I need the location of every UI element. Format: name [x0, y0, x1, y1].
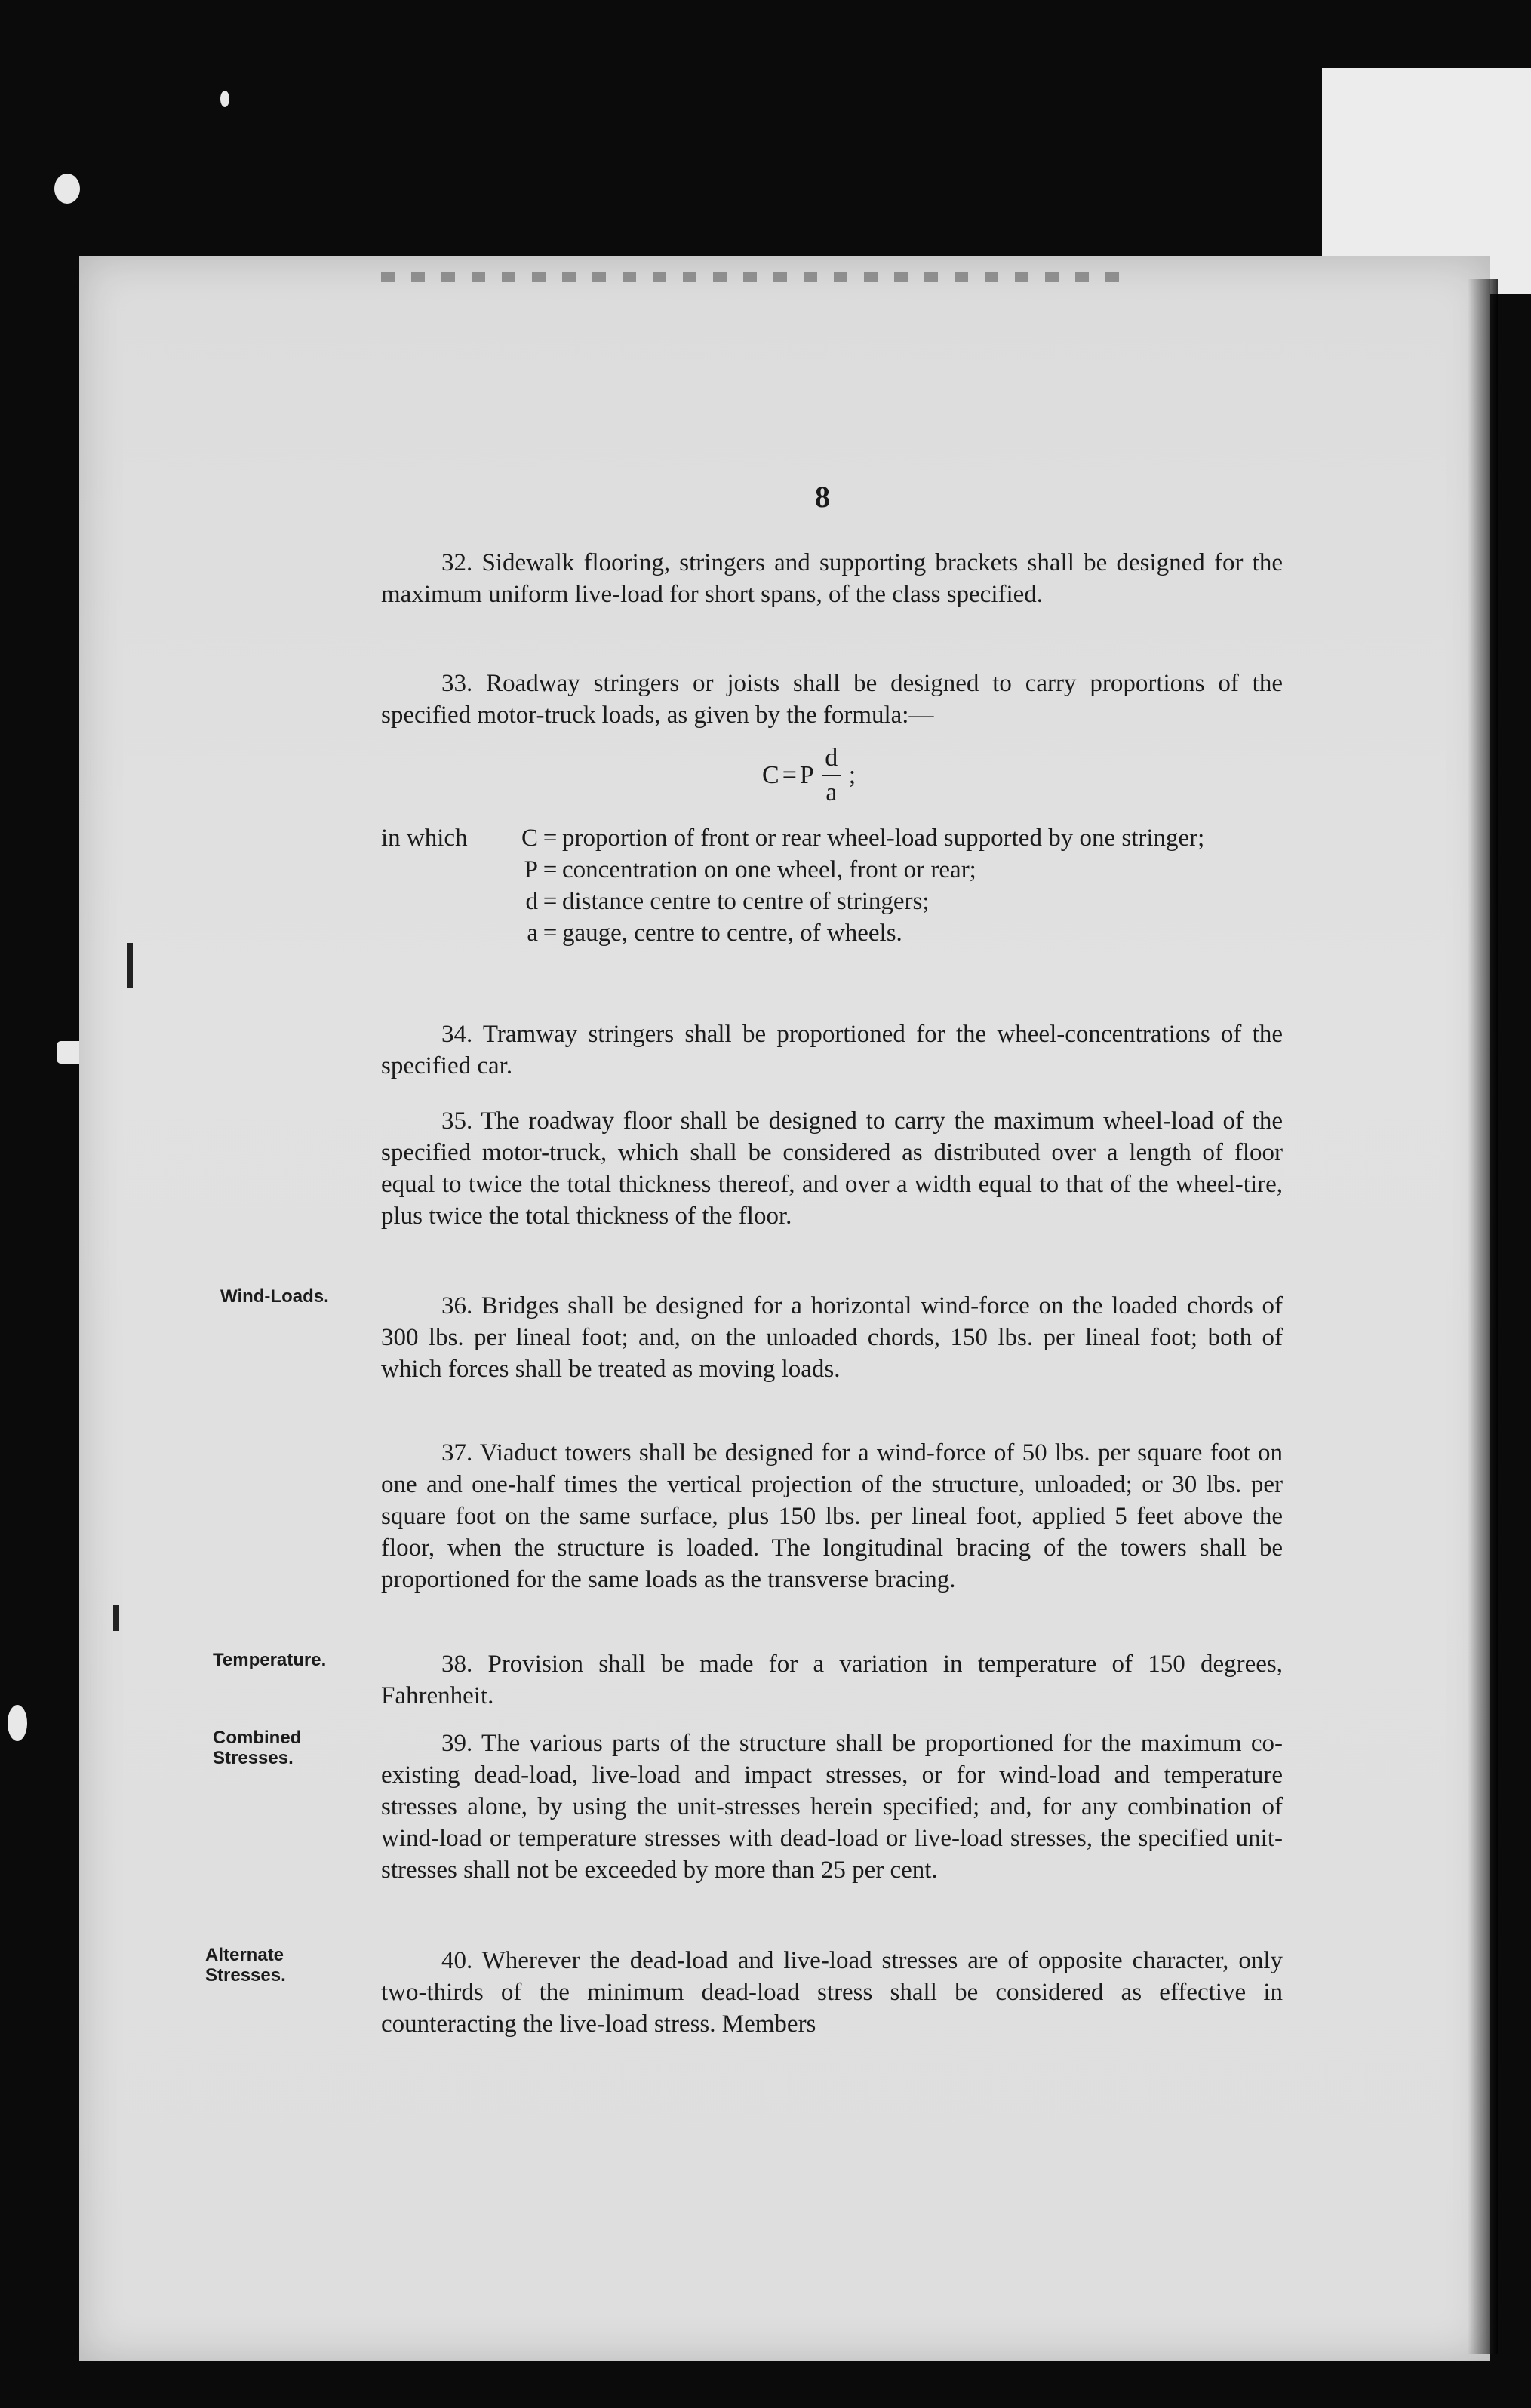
scan-speck	[8, 1705, 27, 1741]
formula-fraction	[822, 743, 841, 808]
margin-mark	[127, 943, 133, 988]
paragraph-36: 36. Bridges shall be designed for a horizontal wind-force on the loaded chords of 300 lbs. per lineal foot; and, on the unloaded chords, 150 lbs. per lineal foot; both of which forces shall be treated as moving loads.	[381, 1292, 1283, 1383]
paragraph-34: 34. Tramway stringers shall be proportioned for the wheel-concentrations of the specified car.	[381, 1021, 1283, 1080]
fraction-bar	[822, 775, 841, 776]
definition-row	[381, 822, 1279, 854]
scan-speck	[220, 91, 229, 107]
definition-text: concentration on one wheel, front or rear;	[562, 856, 976, 883]
definition-equals: =	[543, 856, 558, 883]
formula-end: ;	[848, 761, 856, 789]
margin-note-line: Alternate	[205, 1945, 284, 1965]
definition-equals: =	[543, 920, 558, 947]
definition-symbol: P	[524, 856, 538, 883]
definition-row	[381, 854, 1279, 886]
definition-symbol: d	[525, 888, 538, 915]
paragraph-37: 37. Viaduct towers shall be designed for a wind-force of 50 lbs. per square foot on one and one-half times the vertical projection of the structure, unloaded; or 30 lbs. per square foot on the same surface, plus 150 lbs. per lineal foot, applied 5 feet above the floor, when the structure is loaded. The longitudinal bracing of the towers shall be proportioned for the same loads as the transverse bracing.	[381, 1439, 1283, 1593]
margin-note-wind-loads: Wind-Loads.	[220, 1286, 329, 1307]
definition-symbol: a	[527, 920, 538, 947]
margin-note-alternate-stresses	[205, 1945, 286, 1986]
margin-note-line: Stresses.	[213, 1748, 294, 1768]
margin-note-combined-stresses	[213, 1728, 301, 1768]
paragraph-38: 38. Provision shall be made for a variation in temperature of 150 degrees, Fahrenheit.	[381, 1651, 1283, 1709]
definition-text: proportion of front or rear wheel-load supported by one stringer;	[562, 825, 1205, 852]
definition-equals: =	[543, 825, 558, 852]
formula-p: P	[799, 761, 814, 789]
paragraph-39: 39. The various parts of the structure shall be proportioned for the maximum co-existing dead-load, live-load and impact stresses, or for wind-load and temperature stresses alone, by using the unit-stresses herein specified; and, for any combination of wind-load or temperature stresses with dead-load or live-load stresses, the specified unit-stresses shall not be exceeded by more than 25 per cent.	[381, 1730, 1283, 1884]
formula-denominator: a	[825, 779, 838, 806]
page-top-smudge	[381, 272, 1136, 282]
paragraph-35: 35. The roadway floor shall be designed to carry the maximum wheel-load of the specified motor-truck, which shall be considered as distributed over a length of floor equal to twice the total thickness thereof, and over a width equal to that of the wheel-tire, plus twice the total thickness of the floor.	[381, 1107, 1283, 1230]
scan-speck	[54, 174, 80, 204]
stringer-formula	[762, 743, 856, 808]
formula-definitions	[381, 822, 1279, 949]
page-number: 8	[815, 480, 830, 514]
paragraph-33: 33. Roadway stringers or joists shall be designed to carry proportions of the specified motor-truck loads, as given by the formula:—	[381, 670, 1283, 729]
page-right-edge-shadow	[1468, 279, 1498, 2354]
margin-note-line: Combined	[213, 1728, 302, 1748]
formula-lhs: C	[762, 761, 779, 789]
definition-text: distance centre to centre of stringers;	[562, 888, 930, 915]
formula-numerator: d	[825, 744, 838, 772]
margin-note-temperature: Temperature.	[213, 1650, 327, 1670]
paragraph-32: 32. Sidewalk flooring, stringers and supporting brackets shall be designed for the maximum uniform live-load for short spans, of the class specified.	[381, 549, 1283, 608]
paragraph-40: 40. Wherever the dead-load and live-load stresses are of opposite character, only two-thirds of the minimum dead-load stress shall be considered as effective in counteracting the live-load stress. Members	[381, 1947, 1283, 2038]
definition-text: gauge, centre to centre, of wheels.	[562, 920, 902, 947]
definition-symbol: C	[521, 825, 538, 852]
definition-row	[381, 886, 1279, 917]
definitions-lead: in which	[381, 825, 468, 852]
definition-equals: =	[543, 888, 558, 915]
definition-row	[381, 917, 1279, 949]
formula-equals: =	[782, 761, 797, 789]
margin-note-line: Stresses.	[205, 1965, 286, 1986]
margin-mark	[113, 1605, 119, 1631]
